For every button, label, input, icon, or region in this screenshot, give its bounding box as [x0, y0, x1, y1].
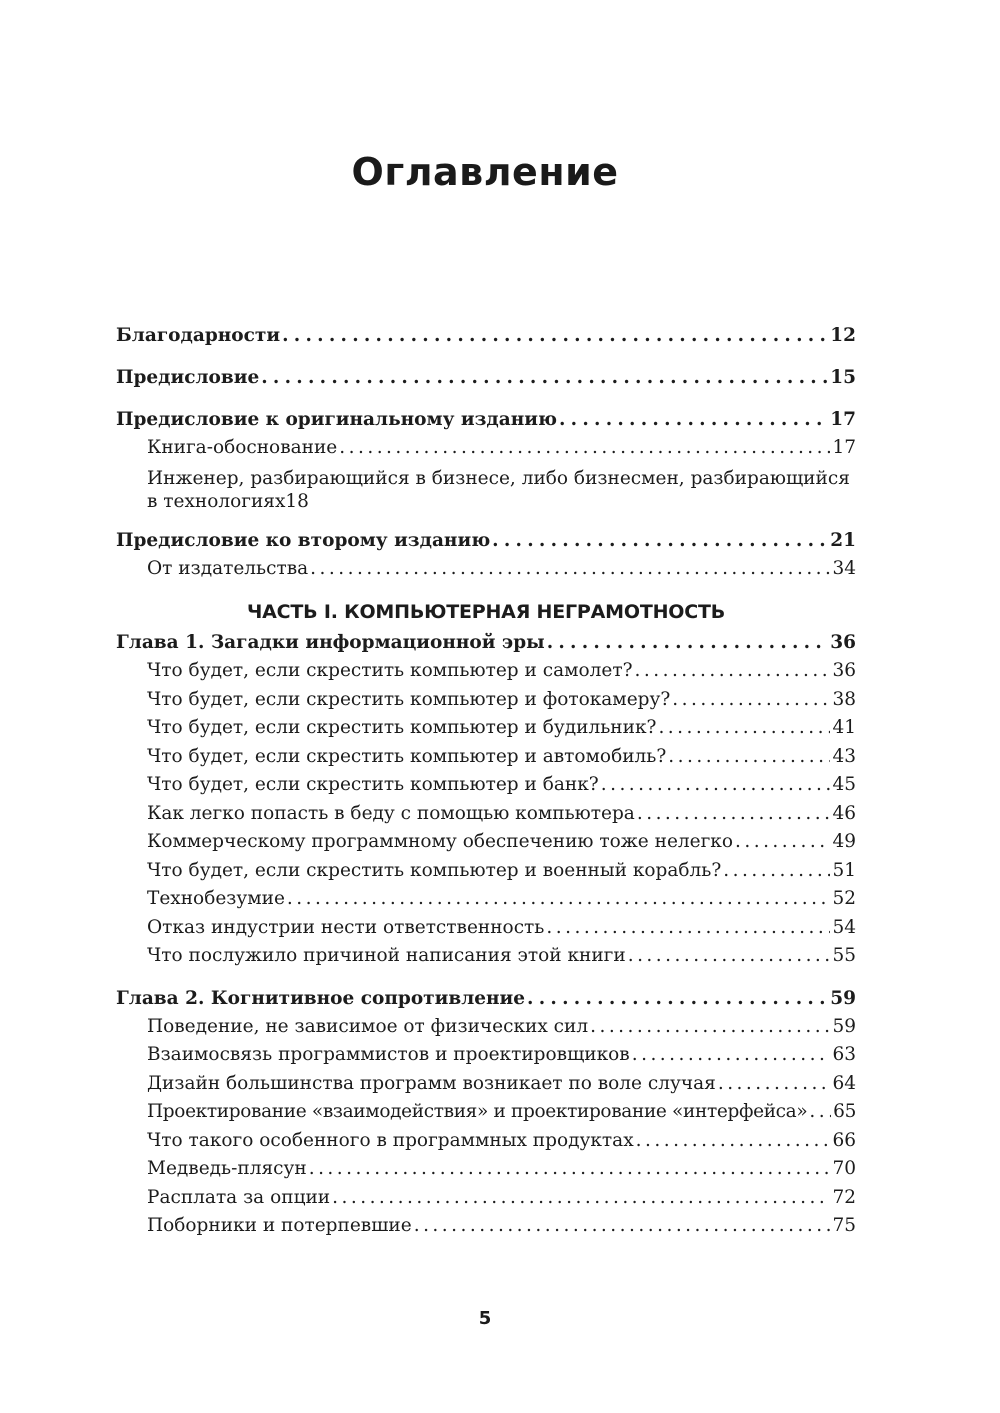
toc-entry-label: Технобезумие — [147, 888, 285, 909]
leader-dots — [635, 657, 831, 686]
toc-subentry[interactable] — [116, 942, 856, 971]
leader-dots — [261, 364, 828, 392]
leader-dots — [546, 914, 830, 943]
toc-entry-page: 70 — [832, 1158, 856, 1179]
toc-subentry[interactable] — [116, 1184, 856, 1213]
leader-dots — [310, 555, 830, 584]
toc-entry-page: 41 — [832, 717, 856, 738]
part-heading: ЧАСТЬ I. КОМПЬЮТЕРНАЯ НЕГРАМОТНОСТЬ — [246, 601, 726, 623]
toc-entry-page: 75 — [832, 1215, 856, 1236]
toc-entry[interactable] — [116, 322, 856, 350]
leader-dots — [735, 828, 830, 857]
toc-entry-label: Что такого особенного в программных продуктах — [147, 1129, 634, 1151]
toc-entry-page: 49 — [832, 831, 856, 852]
toc-entry-label: Что будет, если скрестить компьютер и автомобиль? — [147, 745, 667, 767]
toc-entry-label: Отказ индустрии нести ответственность — [147, 916, 545, 938]
toc-entry-label-line1: Инженер, разбирающийся в бизнесе, либо бизнесмен, разбирающийся — [147, 467, 850, 489]
toc-subentry[interactable] — [116, 1070, 856, 1099]
leader-dots — [637, 800, 831, 829]
chapter-label: Глава 1. Загадки информационной эры — [116, 632, 545, 653]
toc-entry-page: 15 — [830, 367, 856, 388]
toc-subentry[interactable] — [116, 555, 856, 584]
toc-entry-page: 17 — [832, 437, 856, 458]
toc-entry-label: Коммерческому программному обеспечению тоже нелегко — [147, 831, 733, 852]
toc-entry-label-line2: в технологиях — [147, 490, 286, 512]
toc-entry-page: 46 — [832, 802, 856, 824]
toc-entry-page: 36 — [832, 660, 856, 681]
toc-entry-page: 45 — [832, 774, 856, 795]
toc-subentry[interactable] — [116, 914, 856, 943]
chapter-label: Глава 2. Когнитивное сопротивление — [116, 987, 526, 1009]
toc-entry-page: 55 — [832, 945, 856, 966]
leader-dots — [527, 985, 828, 1013]
toc-subentry[interactable] — [116, 434, 856, 463]
chapter-entry[interactable] — [116, 985, 856, 1013]
leader-dots — [658, 714, 830, 743]
toc-entry-page: 66 — [832, 1129, 856, 1151]
leader-dots — [547, 629, 829, 657]
toc-subentry[interactable] — [116, 885, 856, 914]
leader-dots — [718, 1070, 831, 1099]
toc-entry-page: 12 — [830, 325, 856, 346]
toc-entry-label: Поведение, не зависимое от физических сил — [147, 1015, 589, 1037]
toc-entry-page: 17 — [830, 409, 856, 430]
toc-subentry[interactable] — [116, 1041, 856, 1070]
leader-dots — [559, 406, 828, 434]
page-title: Оглавление — [351, 150, 619, 194]
chapter-page: 36 — [830, 632, 856, 653]
leader-dots — [492, 527, 828, 555]
leader-dots — [332, 1184, 830, 1213]
leader-dots — [628, 942, 831, 971]
toc-entry-page: 64 — [832, 1072, 856, 1094]
leader-dots — [809, 1098, 831, 1127]
toc-entry-page: 63 — [832, 1044, 856, 1065]
toc-entry-page: 59 — [832, 1015, 856, 1037]
toc-subentry[interactable] — [116, 686, 856, 715]
toc-subentry[interactable] — [116, 771, 856, 800]
leader-dots — [287, 885, 831, 914]
chapter-entry[interactable] — [116, 629, 856, 657]
toc-subentry[interactable] — [116, 800, 856, 829]
toc-subentry[interactable] — [116, 1098, 856, 1127]
toc-entry-label: Предисловие к оригинальному изданию — [116, 409, 557, 430]
toc-entry-label: Как легко попасть в беду с помощью компьютера — [147, 802, 635, 824]
toc-entry-label: От издательства — [147, 557, 309, 579]
toc-entry[interactable] — [116, 364, 856, 392]
toc-entry-page: 51 — [832, 859, 856, 881]
toc-entry-label: Что будет, если скрестить компьютер и самолет? — [147, 660, 633, 681]
toc-entry-label: Поборники и потерпевшие — [147, 1215, 412, 1236]
leader-dots — [339, 434, 830, 463]
toc-entry[interactable] — [116, 527, 856, 555]
leader-dots — [636, 1127, 831, 1156]
toc-entry-label: Дизайн большинства программ возникает по воле случая — [147, 1072, 716, 1094]
leader-dots — [414, 1212, 831, 1241]
toc-subentry[interactable] — [116, 828, 856, 857]
toc-entry-page: 54 — [832, 916, 856, 938]
toc-entry-label: Предисловие ко второму изданию — [116, 529, 491, 551]
toc-subentry[interactable] — [116, 463, 856, 513]
toc-subentry[interactable] — [116, 743, 856, 772]
toc-subentry[interactable] — [116, 657, 856, 686]
chapter-page: 59 — [830, 987, 856, 1009]
toc-subentry[interactable] — [116, 1013, 856, 1042]
toc-entry-page: 43 — [832, 745, 856, 767]
toc-entry-label: Медведь-плясун — [147, 1158, 307, 1179]
leader-dots — [309, 1155, 831, 1184]
leader-dots — [632, 1041, 831, 1070]
toc-entry-label: Что будет, если скрестить компьютер и военный корабль? — [147, 859, 722, 881]
toc-entry-page: 52 — [832, 888, 856, 909]
leader-dots — [668, 743, 830, 772]
toc-entry-page: 72 — [832, 1186, 856, 1208]
toc-entry-page: 18 — [285, 490, 309, 512]
leader-dots — [723, 857, 830, 886]
page-number: 5 — [478, 1308, 492, 1329]
toc-entry[interactable] — [116, 406, 856, 434]
toc-entry-page: 34 — [832, 557, 856, 579]
toc-entry-label: Книга-обоснование — [147, 437, 338, 458]
toc-entry-label: Что послужило причиной написания этой книги — [147, 945, 626, 966]
leader-dots — [601, 771, 831, 800]
leader-dots — [672, 686, 830, 715]
toc-entry-label: Что будет, если скрестить компьютер и фотокамеру? — [147, 688, 671, 710]
toc-entry-page: 21 — [830, 529, 856, 551]
leader-dots — [282, 322, 828, 350]
toc-subentry[interactable] — [116, 857, 856, 886]
toc-subentry[interactable] — [116, 1155, 856, 1184]
table-of-contents — [116, 322, 856, 1241]
toc-entry-label: Что будет, если скрестить компьютер и банк? — [147, 774, 599, 795]
toc-subentry[interactable] — [116, 1212, 856, 1241]
toc-subentry[interactable] — [116, 1127, 856, 1156]
toc-entry-label: Что будет, если скрестить компьютер и будильник? — [147, 717, 657, 738]
toc-entry-label: Благодарности — [116, 325, 281, 346]
leader-dots — [590, 1013, 830, 1042]
toc-entry-label: Проектирование «взаимодействия» и проектирование «интерфейса» — [147, 1101, 808, 1122]
toc-entry-page: 65 — [833, 1101, 856, 1122]
toc-entry-label: Предисловие — [116, 367, 260, 388]
toc-entry-page: 38 — [832, 688, 856, 710]
toc-subentry[interactable] — [116, 714, 856, 743]
toc-entry-label: Расплата за опции — [147, 1186, 331, 1208]
toc-entry-label: Взаимосвязь программистов и проектировщиков — [147, 1044, 630, 1065]
